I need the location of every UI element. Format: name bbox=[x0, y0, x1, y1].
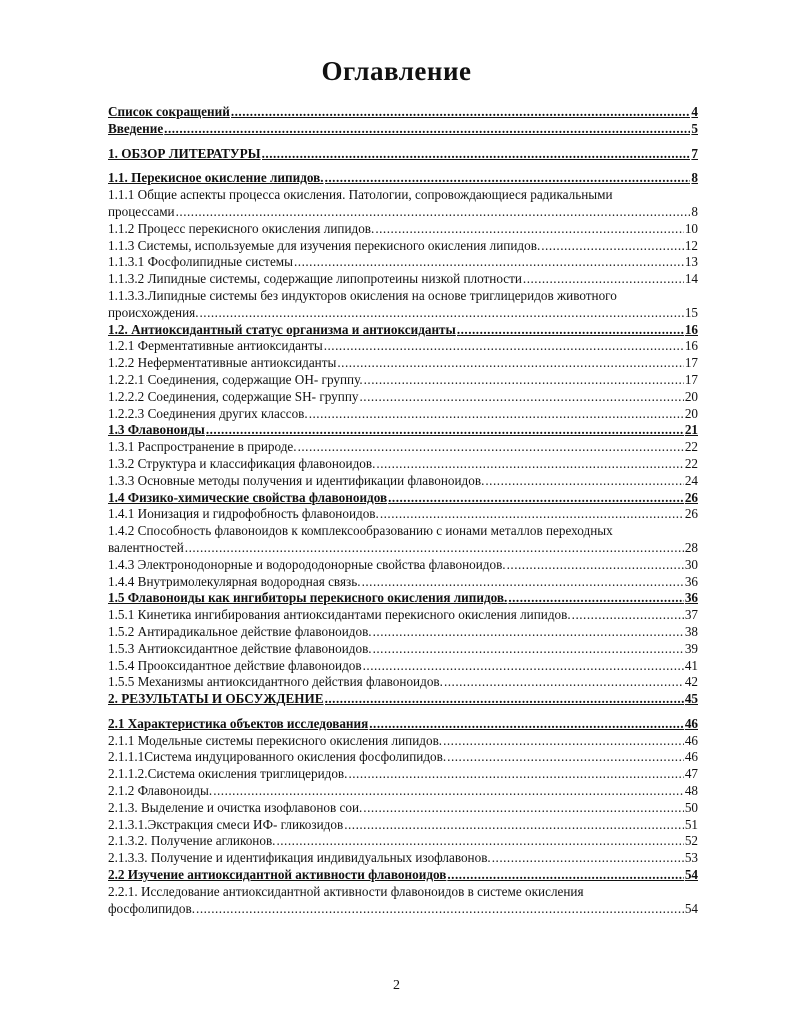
toc-entry-page: 39 bbox=[684, 640, 698, 656]
toc-entry-page: 24 bbox=[684, 472, 698, 488]
toc-entry-title: 1.5.3 Антиоксидантное действие флавоноидов. bbox=[108, 640, 372, 656]
dot-leader bbox=[447, 867, 683, 884]
toc-entry bbox=[108, 800, 698, 817]
toc-entry-title: 1.5.2 Антирадикальное действие флавоноидов. bbox=[108, 623, 372, 639]
dot-leader bbox=[325, 691, 684, 708]
toc-entry-title: Введение bbox=[108, 120, 164, 136]
page-title: Оглавление bbox=[321, 56, 472, 86]
toc-entry bbox=[108, 338, 698, 355]
toc-entry-page: 41 bbox=[684, 657, 698, 673]
toc-entry bbox=[108, 355, 698, 372]
dot-leader bbox=[213, 783, 684, 800]
toc-entry bbox=[108, 187, 698, 221]
dot-leader bbox=[231, 104, 691, 121]
toc-entry-page: 17 bbox=[684, 371, 698, 387]
dot-leader bbox=[508, 590, 683, 607]
toc-entry bbox=[108, 716, 698, 733]
toc-entry bbox=[108, 624, 698, 641]
toc-entry-page: 36 bbox=[684, 590, 698, 606]
toc-entry bbox=[108, 766, 698, 783]
toc-entry bbox=[108, 254, 698, 271]
dot-leader bbox=[363, 658, 684, 675]
toc-entry-title: 1.1.3 Системы, используемые для изучения перекисного окисления липидов. bbox=[108, 237, 541, 253]
dot-leader bbox=[359, 389, 683, 406]
toc-entry bbox=[108, 674, 698, 691]
dot-leader bbox=[294, 254, 684, 271]
toc-entry-page: 14 bbox=[684, 271, 698, 287]
dot-leader bbox=[447, 749, 684, 766]
dot-leader bbox=[276, 833, 683, 850]
toc-entry-page: 26 bbox=[684, 506, 698, 522]
toc-entry-page: 4 bbox=[691, 104, 698, 119]
toc-entry bbox=[108, 867, 698, 884]
toc-entry bbox=[108, 833, 698, 850]
toc-entry-title-continuation: валентностей bbox=[108, 539, 184, 555]
toc-entry bbox=[108, 456, 698, 473]
dot-leader bbox=[337, 355, 683, 372]
page-number: 2 bbox=[393, 978, 400, 993]
dot-leader bbox=[164, 121, 690, 138]
toc-entry-title: 2.1.2 Флавоноиды. bbox=[108, 783, 213, 799]
toc-entry bbox=[108, 523, 698, 557]
dot-leader bbox=[196, 901, 684, 918]
toc-entry bbox=[108, 422, 698, 439]
dot-leader bbox=[541, 238, 684, 255]
toc-entry bbox=[108, 641, 698, 658]
toc-entry bbox=[108, 288, 698, 322]
toc-entry bbox=[108, 490, 698, 507]
toc-entry-page: 51 bbox=[684, 816, 698, 832]
toc-entry-page: 36 bbox=[684, 573, 698, 589]
toc-entry-page: 45 bbox=[684, 691, 698, 707]
toc-entry-page: 12 bbox=[684, 237, 698, 253]
toc-entry-page: 8 bbox=[691, 170, 698, 186]
toc-entry-title: 2.1.3. Выделение и очистка изофлавонов сои. bbox=[108, 799, 363, 815]
toc-entry-page: 7 bbox=[691, 145, 698, 161]
toc-entry-title: 1.2.2.3 Соединения других классов. bbox=[108, 405, 308, 421]
toc-entry bbox=[108, 749, 698, 766]
dot-leader bbox=[185, 540, 684, 557]
toc-entry-page: 42 bbox=[684, 674, 698, 690]
toc-entry-title: 1.1.2 Процесс перекисного окисления липидов. bbox=[108, 220, 375, 236]
toc-entry-page: 46 bbox=[684, 732, 698, 748]
toc-entry bbox=[108, 691, 698, 708]
toc-entry-title: 1.2.2.1 Соединения, содержащие ОН- группу. bbox=[108, 371, 363, 387]
dot-leader bbox=[523, 271, 684, 288]
toc-entry bbox=[108, 322, 698, 339]
dot-leader bbox=[363, 800, 684, 817]
toc-entry bbox=[108, 783, 698, 800]
toc-entry bbox=[108, 238, 698, 255]
dot-leader bbox=[364, 372, 684, 389]
toc-entry-title: 1.3 Флавоноиды bbox=[108, 422, 205, 438]
toc-entry bbox=[108, 658, 698, 675]
toc-entry-page: 54 bbox=[684, 900, 698, 916]
toc-entry-title: 1.4.1 Ионизация и гидрофобность флавоноидов. bbox=[108, 506, 379, 522]
toc-entry-title: 1.4.2 Способность флавоноидов к комплексообразованию с ионами металлов переходных bbox=[108, 523, 613, 539]
toc-entry bbox=[108, 170, 698, 187]
toc-entry-page: 37 bbox=[684, 607, 698, 623]
dot-leader bbox=[200, 305, 684, 322]
toc-entry-title: 1. ОБЗОР ЛИТЕРАТУРЫ bbox=[108, 145, 261, 161]
toc-entry-title: 1.5.1 Кинетика ингибирования антиоксидантами перекисного окисления липидов. bbox=[108, 607, 571, 623]
dot-leader bbox=[262, 146, 691, 163]
toc-entry-title: 2.1.1 Модельные системы перекисного окисления липидов. bbox=[108, 732, 443, 748]
toc-entry-title: 1.2.2 Неферментативные антиоксиданты bbox=[108, 355, 337, 371]
dot-leader bbox=[362, 574, 684, 591]
toc-entry-page: 47 bbox=[684, 766, 698, 782]
toc-entry bbox=[108, 473, 698, 490]
toc-entry-page: 13 bbox=[684, 254, 698, 270]
toc-entry-page: 22 bbox=[684, 439, 698, 455]
toc-entry bbox=[108, 221, 698, 238]
dot-leader bbox=[369, 716, 684, 733]
dot-leader bbox=[324, 338, 684, 355]
dot-leader bbox=[388, 490, 684, 507]
toc-entry-title: 1.4.3 Электронодонорные и водорододонорные свойства флавоноидов. bbox=[108, 556, 506, 572]
toc-entry-page: 38 bbox=[684, 623, 698, 639]
toc-entry-page: 20 bbox=[684, 405, 698, 421]
toc-entry bbox=[108, 506, 698, 523]
toc-entry-title: Список сокращений bbox=[108, 104, 230, 119]
toc-entry-title: 2.1.3.1.Экстракция смеси ИФ- гликозидов bbox=[108, 816, 344, 832]
toc-entry-page: 54 bbox=[684, 867, 698, 883]
toc-entry bbox=[108, 146, 698, 163]
toc-entry bbox=[108, 389, 698, 406]
toc-entry-page: 15 bbox=[684, 304, 698, 320]
dot-leader bbox=[325, 170, 691, 187]
toc-entry-page: 48 bbox=[684, 783, 698, 799]
toc-entry bbox=[108, 557, 698, 574]
toc-entry-title: 1.3.1 Распространение в природе. bbox=[108, 439, 297, 455]
toc-entry-title: 2.1.1.2.Система окисления триглицеридов. bbox=[108, 766, 348, 782]
dot-leader bbox=[492, 850, 684, 867]
toc-entry-title: 1.3.3 Основные методы получения и идентификации флавоноидов. bbox=[108, 472, 485, 488]
toc-entry-title: 1.2. Антиоксидантный статус организма и антиоксиданты bbox=[108, 321, 456, 337]
dot-leader bbox=[443, 733, 684, 750]
toc-entry bbox=[108, 590, 698, 607]
toc-entry bbox=[108, 574, 698, 591]
dot-leader bbox=[348, 766, 683, 783]
dot-leader bbox=[373, 641, 684, 658]
toc-entry-page: 46 bbox=[684, 715, 698, 731]
toc-entry-title: 2.1 Характеристика объектов исследования bbox=[108, 715, 369, 731]
dot-leader bbox=[507, 557, 684, 574]
toc-entry-title: 2.2 Изучение антиоксидантной активности флавоноидов bbox=[108, 867, 447, 883]
toc-entry-title: 1.1.3.1 Фосфолипидные системы bbox=[108, 254, 293, 270]
toc-entry-title: 1.1.3.2 Липидные системы, содержащие липопротеины низкой плотности bbox=[108, 271, 522, 287]
toc-entry-page: 21 bbox=[684, 422, 698, 438]
dot-leader bbox=[206, 422, 684, 439]
toc-entry-page: 26 bbox=[684, 489, 698, 505]
toc-entry-title: 2.2.1. Исследование антиоксидантной активности флавоноидов в системе окисления bbox=[108, 883, 584, 899]
toc-entry bbox=[108, 372, 698, 389]
toc-entry-title: 1.4.4 Внутримолекулярная водородная связь. bbox=[108, 573, 361, 589]
toc-entry-page: 16 bbox=[684, 321, 698, 337]
toc-entry bbox=[108, 271, 698, 288]
dot-leader bbox=[457, 322, 684, 339]
toc-entry-title: 2.1.3.3. Получение и идентификация индивидуальных изофлавонов. bbox=[108, 850, 491, 866]
toc-entry-page: 46 bbox=[684, 749, 698, 765]
toc-entry-page: 52 bbox=[684, 833, 698, 849]
toc-entry bbox=[108, 406, 698, 423]
toc-entry-page: 50 bbox=[684, 799, 698, 815]
toc-entry-title: 1.5.4 Прооксидантное действие флавоноидов bbox=[108, 657, 362, 673]
toc-entry-title: 1.2.1 Ферментативные антиоксиданты bbox=[108, 338, 323, 354]
toc-entry-title: 1.3.2 Структура и классификация флавоноидов. bbox=[108, 455, 376, 471]
toc-entry-title: 2.1.3.2. Получение агликонов. bbox=[108, 833, 276, 849]
dot-leader bbox=[176, 204, 691, 221]
dot-leader bbox=[380, 506, 684, 523]
toc-entry-title: 2.1.1.1Система индуцированного окисления фосфолипидов. bbox=[108, 749, 447, 765]
toc-entry-page: 53 bbox=[684, 850, 698, 866]
toc-entry bbox=[108, 817, 698, 834]
toc-entry-page: 22 bbox=[684, 455, 698, 471]
toc-entry bbox=[108, 439, 698, 456]
toc-entry-title: 1.4 Физико-химические свойства флавоноидов bbox=[108, 489, 388, 505]
toc-entry-title: 1.5 Флавоноиды как ингибиторы перекисного окисления липидов. bbox=[108, 590, 508, 606]
table-of-contents bbox=[108, 104, 698, 917]
toc-entry-page: 17 bbox=[684, 355, 698, 371]
toc-entry-page: 8 bbox=[691, 203, 698, 219]
toc-entry-page: 20 bbox=[684, 388, 698, 404]
dot-leader bbox=[572, 607, 684, 624]
toc-entry bbox=[108, 884, 698, 918]
toc-entry-title: 1.1.3.3.Липидные системы без индукторов окисления на основе триглицеридов животного bbox=[108, 287, 617, 303]
toc-entry bbox=[108, 104, 698, 121]
toc-entry bbox=[108, 607, 698, 624]
dot-leader bbox=[344, 817, 684, 834]
toc-entry bbox=[108, 121, 698, 138]
toc-entry-page: 16 bbox=[684, 338, 698, 354]
dot-leader bbox=[376, 456, 683, 473]
toc-entry-title: 1.1. Перекисное окисление липидов. bbox=[108, 170, 324, 186]
dot-leader bbox=[298, 439, 684, 456]
toc-entry bbox=[108, 733, 698, 750]
toc-entry-title: 1.5.5 Механизмы антиоксидантного действия флавоноидов. bbox=[108, 674, 443, 690]
toc-entry-title: 2. РЕЗУЛЬТАТЫ И ОБСУЖДЕНИЕ bbox=[108, 691, 324, 707]
toc-entry-page: 28 bbox=[684, 539, 698, 555]
dot-leader bbox=[485, 473, 683, 490]
dot-leader bbox=[373, 624, 684, 641]
toc-entry-title: 1.2.2.2 Соединения, содержащие SH- группу bbox=[108, 388, 359, 404]
dot-leader bbox=[375, 221, 683, 238]
toc-entry-page: 5 bbox=[691, 120, 698, 136]
toc-entry-title-continuation: фосфолипидов. bbox=[108, 900, 196, 916]
toc-entry bbox=[108, 850, 698, 867]
toc-entry-page: 10 bbox=[684, 220, 698, 236]
dot-leader bbox=[444, 674, 684, 691]
toc-entry-title-continuation: происхождения. bbox=[108, 304, 199, 320]
dot-leader bbox=[309, 406, 684, 423]
toc-entry-title-continuation: процессами bbox=[108, 203, 175, 219]
toc-entry-title: 1.1.1 Общие аспекты процесса окисления. Патологии, сопровождающиеся радикальными bbox=[108, 187, 613, 203]
toc-entry-page: 30 bbox=[684, 556, 698, 572]
